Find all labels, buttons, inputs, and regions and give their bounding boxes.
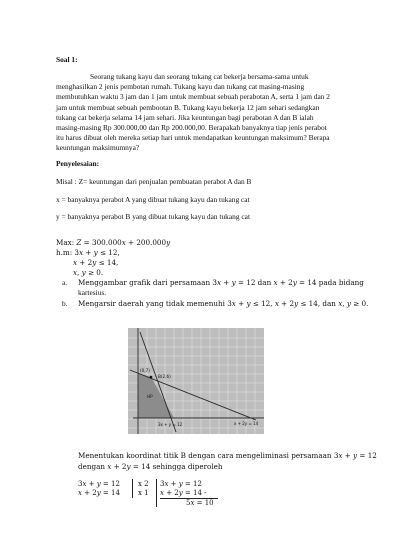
- elimination-intro-cont: dengan 𝑥 + 2𝑦 = 14 sehingga diperoleh: [78, 462, 223, 471]
- question-heading: Soal 1:: [56, 55, 78, 64]
- step-a-text: Menggambar grafik dari persamaan 3𝑥 + 𝑦 = 12 dan 𝑥 + 2𝑦 = 14 pada bidang: [78, 278, 364, 287]
- label-line-2: x + 2y = 14: [234, 421, 259, 426]
- label-point-b: B(2,6): [158, 374, 171, 379]
- system-divider: [132, 479, 133, 498]
- objective-function: Max: 𝑍 = 300.000𝑥 + 200.000𝑦: [56, 238, 171, 247]
- result-eq-3: 5𝑥 = 10: [186, 499, 214, 507]
- problem-paragraph: [56, 72, 346, 154]
- point-b: [150, 376, 153, 379]
- constraint-2: 𝑥 + 2𝑦 ≤ 14,: [73, 258, 119, 267]
- problem-line: membutuhkan waktu 3 jam dan 1 jam untuk membuat sebuah perabotan A, serta 1 jam dan 2: [56, 92, 331, 102]
- result-eq-1: 3𝑥 + 𝑦 = 12: [160, 480, 202, 488]
- label-line-1: 3x + y = 12: [158, 422, 183, 427]
- step-a-text-cont: kartesius.: [78, 288, 107, 297]
- constraint-3: 𝑥, 𝑦 ≥ 0.: [73, 268, 104, 277]
- constraint-1: h.m: 3𝑥 + 𝑦 ≤ 12,: [56, 248, 120, 257]
- step-b-label: b.: [62, 299, 68, 308]
- system-divider-2: [156, 479, 157, 507]
- misal-line: Misal : Z= keuntungan dari penjualan pembuatan perabot A dan B: [56, 177, 252, 186]
- problem-line: itu harus dibuat oleh mereka setiap hari untuk mendapatkan keuntungan maksimum? Berapa: [56, 133, 330, 143]
- label-region: HP: [147, 394, 153, 399]
- multiplier-1: x 2: [138, 480, 149, 488]
- step-a-label: a.: [62, 278, 68, 287]
- feasible-region-graph: [128, 328, 264, 434]
- problem-line: tukang cat bekerja selama 14 jam sehari. Jika keuntungan bagi perabotan A dan B ialah: [56, 112, 314, 122]
- graph-svg: [128, 328, 264, 434]
- problem-line: Seorang tukang kayu dan seorang tukang cat bekerja bersama-sama untuk: [90, 72, 309, 81]
- system-eq-2: 𝑥 + 2𝑦 = 14: [78, 489, 120, 497]
- step-b-text: Mengarsir daerah yang tidak memenuhi 3𝑥 + 𝑦 ≤ 12, 𝑥 + 2𝑦 ≤ 14, dan 𝑥, 𝑦 ≥ 0.: [78, 299, 369, 308]
- problem-line: masing-masing Rp 300.000,00 dan Rp 200.000,00. Berapakah banyaknya tiap jenis perabot: [56, 123, 327, 133]
- def-x-line: x = banyaknya perabot A yang dibuat tukang kayu dan tukang cat: [56, 195, 250, 204]
- result-eq-2: 𝑥 + 2𝑦 = 14 -: [160, 489, 207, 497]
- system-eq-1: 3𝑥 + 𝑦 = 12: [78, 480, 120, 488]
- def-y-line: y = banyaknya perabot B yang dibuat tukang kayu dan tukang cat: [56, 212, 251, 221]
- elimination-intro: Menentukan koordinat titik B dengan cara mengeliminasi persamaan 3𝑥 + 𝑦 = 12: [78, 451, 377, 460]
- problem-line: menghasilkan 2 jenis pembotan rumah. Tukang kayu dan tukang cat masing-masing: [56, 82, 305, 92]
- problem-line: jam untuk membuat sebuah pembootan B. Tukang kayu bekerja 12 jam sehari sedangkan: [56, 102, 320, 112]
- solution-heading: Penyelesaian:: [56, 159, 100, 168]
- label-point-07: (0,7): [140, 368, 150, 373]
- multiplier-2: x 1: [138, 489, 149, 497]
- problem-line: keuntungan maksimumnya?: [56, 143, 140, 153]
